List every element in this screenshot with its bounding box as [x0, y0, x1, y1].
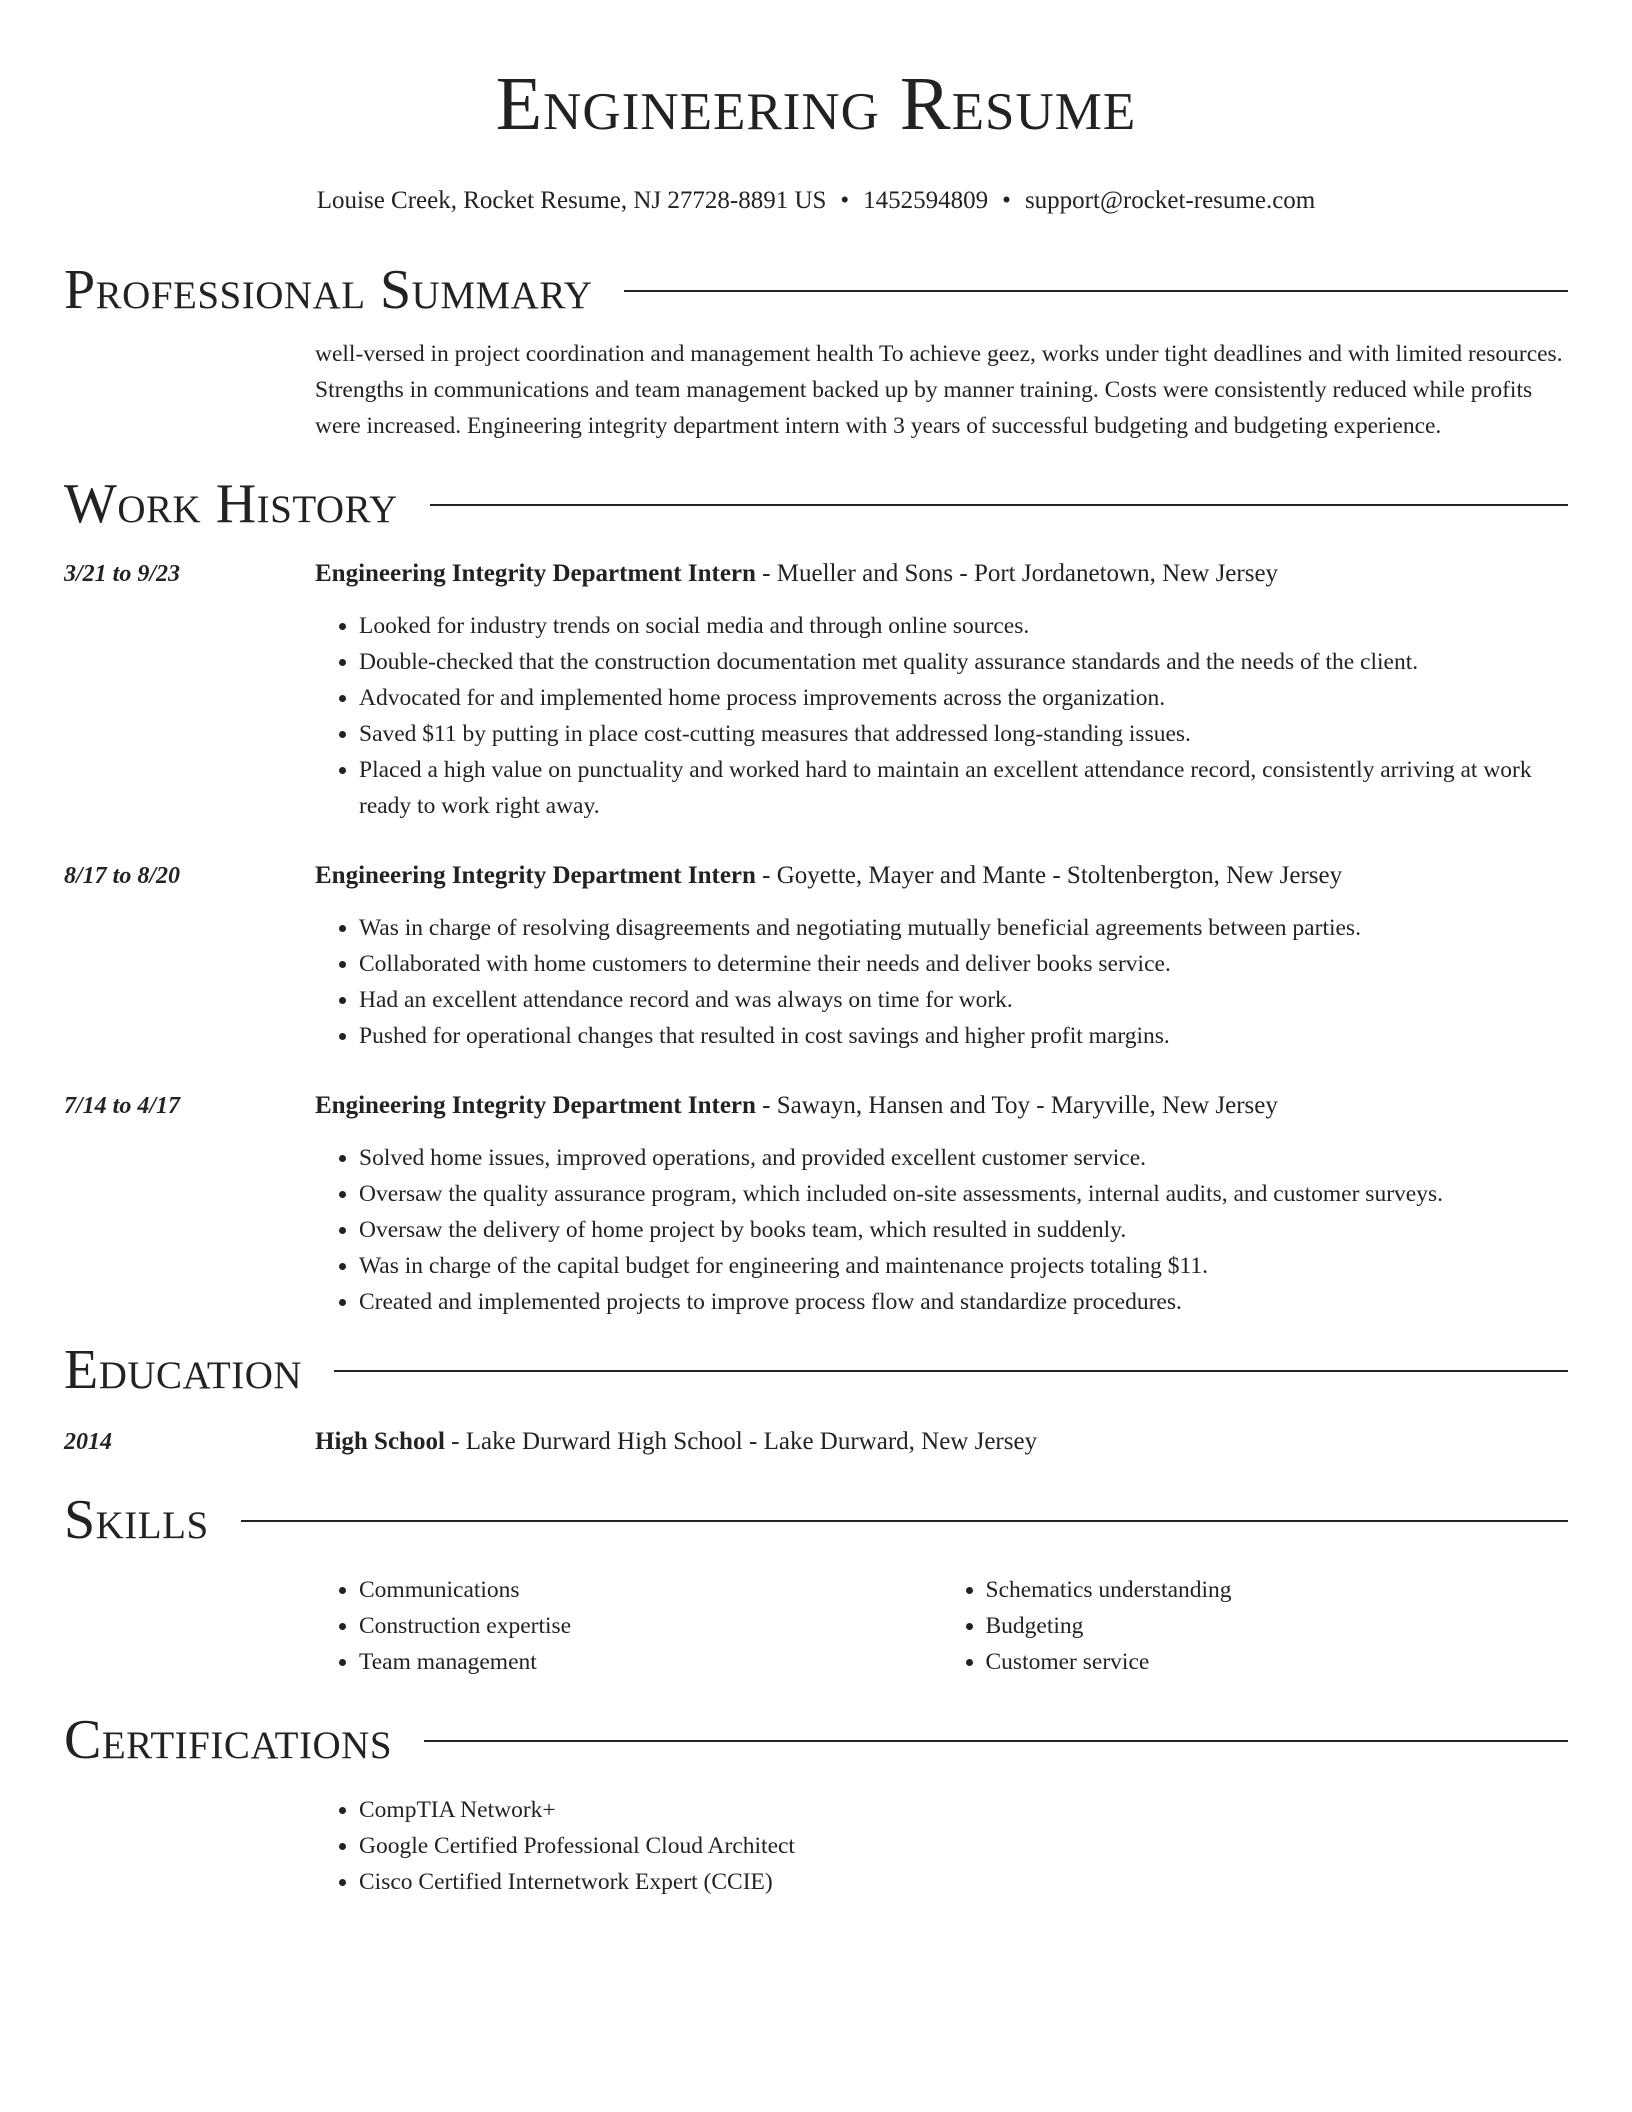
skill-item: • Schematics understanding: [986, 1572, 1569, 1608]
job-entry: [64, 858, 1568, 1054]
summary-section-header: [64, 258, 1568, 322]
job-bullet: • Solved home issues, improved operations, and provided excellent customer service.: [359, 1140, 1568, 1176]
education-year: 2014: [64, 1429, 112, 1455]
education-section-header: [64, 1338, 1568, 1402]
skill-item: • Budgeting: [986, 1608, 1569, 1644]
job-header: [315, 556, 1568, 592]
resume-title: Engineering Resume: [495, 62, 1137, 146]
section-divider: [241, 1520, 1568, 1522]
skill-item: • Team management: [359, 1644, 942, 1680]
work-section-header: [64, 472, 1568, 536]
job-entry: [64, 1088, 1568, 1320]
section-divider: [334, 1370, 1568, 1372]
job-details: - Mueller and Sons - Port Jordanetown, New Jersey: [755, 560, 1279, 587]
job-bullet: • Created and implemented projects to improve process flow and standardize procedures.: [359, 1284, 1568, 1320]
job-bullet: • Placed a high value on punctuality and worked hard to maintain an excellent attendance record, consistently arriving at work ready to work right away.: [359, 752, 1568, 824]
job-list: [64, 556, 1568, 1320]
certifications-list-wrap: [315, 1792, 1568, 1900]
job-header: [315, 858, 1568, 894]
education-header: [315, 1424, 1568, 1460]
certification-item: • Google Certified Professional Cloud Architect: [359, 1828, 1568, 1864]
job-bullets: [315, 1140, 1568, 1320]
job-bullets: [315, 910, 1568, 1054]
job-dates: 7/14 to 4/17: [64, 1093, 181, 1119]
job-title: Engineering Integrity Department Intern: [315, 1092, 756, 1119]
job-body: [315, 858, 1568, 1054]
job-title: Engineering Integrity Department Intern: [315, 560, 756, 587]
skills-heading: Skills: [64, 1489, 209, 1551]
job-body: [315, 556, 1568, 824]
resume-page: [64, 0, 1568, 1900]
job-entry: [64, 556, 1568, 824]
work-heading: Work History: [64, 473, 398, 535]
job-bullet: • Advocated for and implemented home process improvements across the organization.: [359, 680, 1568, 716]
contact-phone: 1452594809: [863, 187, 989, 214]
skill-item: • Communications: [359, 1572, 942, 1608]
certifications-section-header: [64, 1708, 1568, 1772]
job-bullet: • Double-checked that the construction documentation met quality assurance standards and the needs of the client.: [359, 644, 1568, 680]
job-details: - Goyette, Mayer and Mante - Stoltenbergton, New Jersey: [755, 862, 1343, 889]
job-bullet: • Collaborated with home customers to determine their needs and deliver books service.: [359, 946, 1568, 982]
education-details: - Lake Durward High School - Lake Durward, New Jersey: [444, 1428, 1038, 1455]
contact-separator: •: [840, 187, 850, 214]
job-bullet: • Was in charge of resolving disagreements and negotiating mutually beneficial agreements between parties.: [359, 910, 1568, 946]
job-bullet: • Pushed for operational changes that resulted in cost savings and higher profit margins.: [359, 1018, 1568, 1054]
certifications-list: [315, 1792, 1568, 1900]
job-dates: 8/17 to 8/20: [64, 863, 181, 889]
skills-columns: [315, 1572, 1568, 1680]
job-bullet: • Was in charge of the capital budget for engineering and maintenance projects totaling $11.: [359, 1248, 1568, 1284]
skills-section-header: [64, 1488, 1568, 1552]
skills-column-left: [315, 1572, 942, 1680]
job-bullet: • Oversaw the quality assurance program, which included on-site assessments, internal audits, and customer surveys.: [359, 1176, 1568, 1212]
certifications-heading: Certifications: [64, 1709, 393, 1771]
contact-email: support@rocket-resume.com: [1024, 187, 1316, 214]
education-degree: High School: [315, 1428, 445, 1455]
section-divider: [430, 504, 1568, 506]
education-body: [315, 1424, 1568, 1460]
skills-column-right: [942, 1572, 1569, 1680]
skill-item: • Customer service: [986, 1644, 1569, 1680]
contact-separator: •: [1002, 187, 1011, 214]
job-dates: 3/21 to 9/23: [64, 561, 181, 587]
summary-text: well-versed in project coordination and management health To achieve geez, works under tight deadlines and with limited resources. Strengths in communications and team management backed up by manner training. Costs were consistently reduced while profits were increased. Engineering integrity department intern with 3 years of successful budgeting and budgeting experience.: [315, 341, 1563, 439]
job-bullet: • Saved $11 by putting in place cost-cutting measures that addressed long-standing issues.: [359, 716, 1568, 752]
certification-item: • Cisco Certified Internetwork Expert (CCIE): [359, 1864, 1568, 1900]
education-entry: [64, 1424, 1568, 1460]
section-divider: [624, 290, 1568, 292]
job-bullet: • Looked for industry trends on social media and through online sources.: [359, 608, 1568, 644]
job-title: Engineering Integrity Department Intern: [315, 862, 756, 889]
job-bullet: • Oversaw the delivery of home project by books team, which resulted in suddenly.: [359, 1212, 1568, 1248]
skill-item: • Construction expertise: [359, 1608, 942, 1644]
contact-address: Louise Creek, Rocket Resume, NJ 27728-8891 US: [316, 187, 827, 214]
contact-line: [64, 186, 1568, 216]
summary-heading: Professional Summary: [64, 259, 593, 321]
job-details: - Sawayn, Hansen and Toy - Maryville, New Jersey: [755, 1092, 1278, 1119]
section-divider: [424, 1740, 1568, 1742]
job-bullet: • Had an excellent attendance record and was always on time for work.: [359, 982, 1568, 1018]
job-body: [315, 1088, 1568, 1320]
job-bullets: [315, 608, 1568, 824]
certification-item: • CompTIA Network+: [359, 1792, 1568, 1828]
job-header: [315, 1088, 1568, 1124]
education-heading: Education: [64, 1339, 303, 1401]
